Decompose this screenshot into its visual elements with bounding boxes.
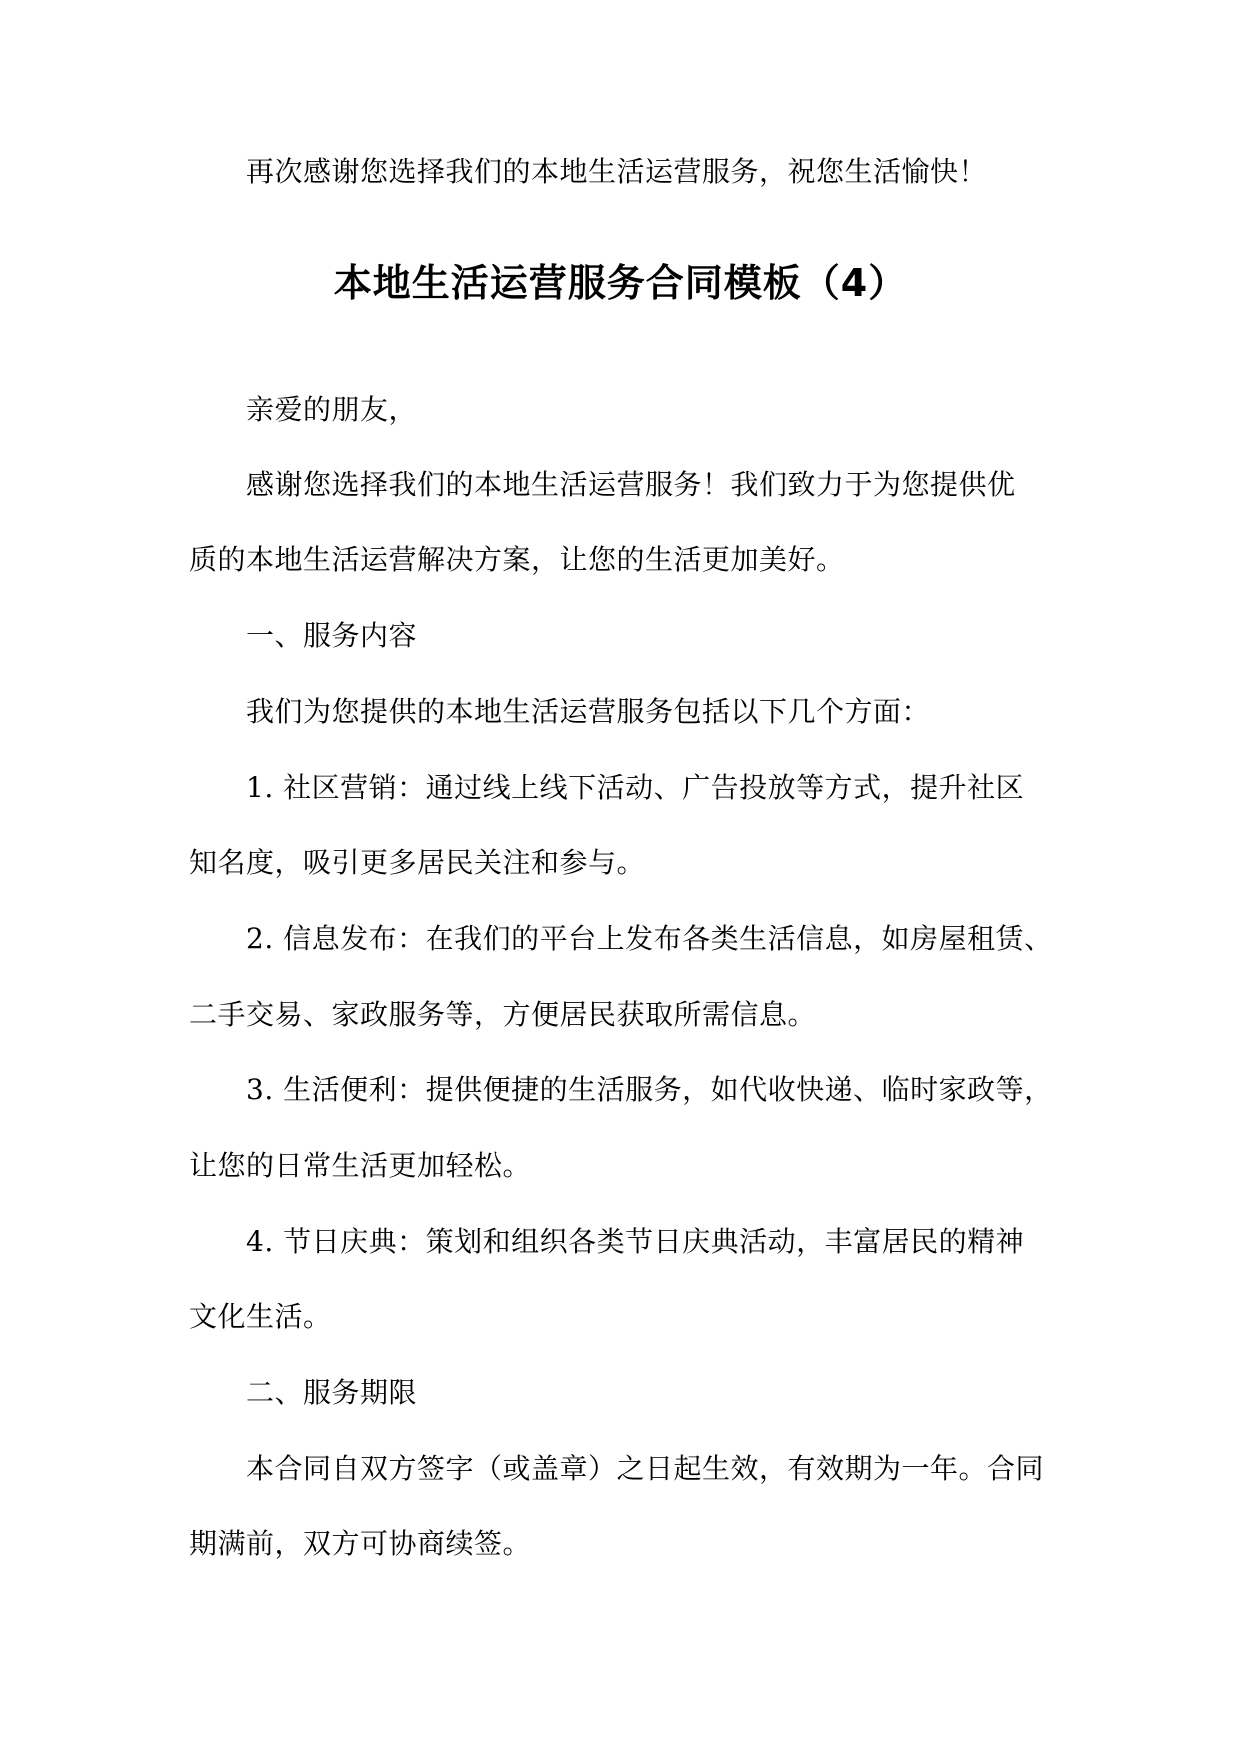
service-item-4-line-1: 4. 节日庆典：策划和组织各类节日庆典活动，丰富居民的精神: [246, 1225, 1025, 1258]
service-item-2-line-1: 2. 信息发布：在我们的平台上发布各类生活信息，如房屋租赁、: [246, 922, 1053, 955]
section-heading-services: 一、服务内容: [246, 619, 418, 652]
term-line-1: 本合同自双方签字（或盖章）之日起生效，有效期为一年。合同: [246, 1452, 1045, 1485]
service-item-2-line-2: 二手交易、家政服务等，方便居民获取所需信息。: [189, 998, 817, 1031]
service-item-3-line-2: 让您的日常生活更加轻松。: [189, 1149, 532, 1182]
term-line-2: 期满前，双方可协商续签。: [189, 1527, 532, 1560]
intro-line-1: 感谢您选择我们的本地生活运营服务！我们致力于为您提供优: [246, 468, 1016, 501]
greeting: 亲爱的朋友，: [246, 393, 418, 426]
intro-line-2: 质的本地生活运营解决方案，让您的生活更加美好。: [189, 543, 845, 576]
service-item-3-line-1: 3. 生活便利：提供便捷的生活服务，如代收快递、临时家政等，: [246, 1073, 1053, 1106]
page-title: 本地生活运营服务合同模板（4）: [333, 261, 908, 305]
section-heading-term: 二、服务期限: [246, 1376, 418, 1409]
closing-line: 再次感谢您选择我们的本地生活运营服务，祝您生活愉快！: [246, 155, 988, 188]
service-item-1-line-1: 1. 社区营销：通过线上线下活动、广告投放等方式，提升社区: [246, 771, 1025, 804]
services-lead: 我们为您提供的本地生活运营服务包括以下几个方面：: [246, 695, 931, 728]
service-item-1-line-2: 知名度，吸引更多居民关注和参与。: [189, 846, 646, 879]
service-item-4-line-2: 文化生活。: [189, 1300, 332, 1333]
